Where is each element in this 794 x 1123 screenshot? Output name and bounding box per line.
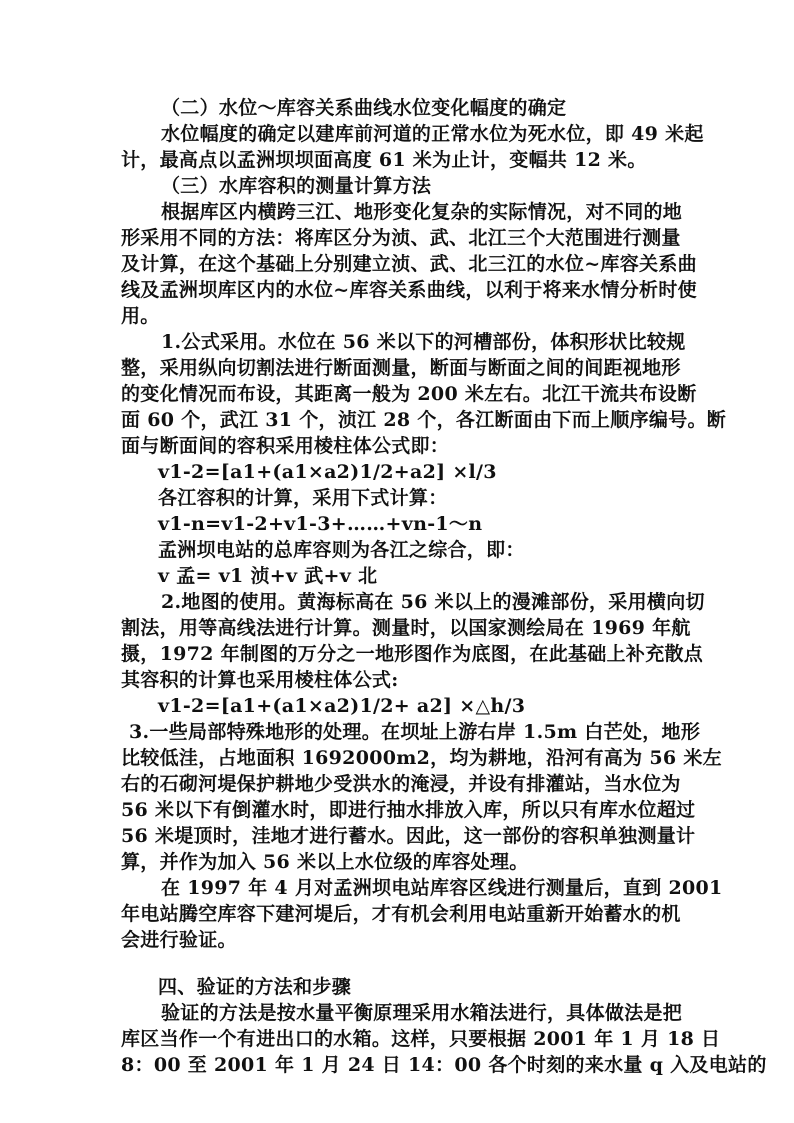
paragraph-line: 形采用不同的方法：将库区分为浈、武、北江三个大范围进行测量: [121, 227, 681, 249]
paragraph-line: 3.一些局部特殊地形的处理。在坝址上游右岸 1.5m 白芒处，地形: [129, 721, 701, 743]
paragraph-line: 用。: [121, 305, 160, 327]
paragraph-line: 线及孟洲坝库区内的水位~库容关系曲线，以利于将来水情分析时使: [121, 279, 697, 301]
paragraph-line: 整，采用纵向切割法进行断面测量，断面与断面之间的间距视地形: [121, 357, 681, 379]
heading-water-level-range: （二）水位～库容关系曲线水位变化幅度的确定: [161, 97, 567, 119]
paragraph-line: 计，最高点以孟洲坝坝面高度 61 米为止计，变幅共 12 米。: [121, 149, 647, 171]
paragraph-line: 会进行验证。: [121, 929, 237, 951]
paragraph-line: 其容积的计算也采用棱柱体公式:: [121, 669, 399, 691]
paragraph-line: 水位幅度的确定以建库前河道的正常水位为死水位，即 49 米起: [161, 123, 704, 145]
heading-volume-method: （三）水库容积的测量计算方法: [161, 175, 432, 197]
paragraph-line: 库区当作一个有进出口的水箱。这样，只要根据 2001 年 1 月 18 日: [121, 1028, 721, 1050]
paragraph-line: 56 米堤顶时，洼地才进行蓄水。因此，这一部份的容积单独测量计: [121, 825, 696, 847]
paragraph-line: 及计算，在这个基础上分别建立浈、武、北三江的水位~库容关系曲: [121, 253, 697, 275]
paragraph-line: 1.公式采用。水位在 56 米以下的河槽部份，体积形状比较规: [161, 331, 686, 353]
paragraph-line: 56 米以下有倒灌水时，即进行抽水排放入库，所以只有库水位超过: [121, 799, 696, 821]
paragraph-line: 的变化情况而布设，其距离一般为 200 米左右。北江干流共布设断: [121, 383, 697, 405]
paragraph-line: 割法，用等高线法进行计算。测量时，以国家测绘局在 1969 年航: [121, 617, 691, 639]
paragraph-line: 面与断面间的容积采用棱柱体公式即：: [121, 435, 450, 457]
paragraph-line: 验证的方法是按水量平衡原理采用水箱法进行，具体做法是把: [161, 1002, 683, 1024]
formula-total-volume: v1-n=v1-2+v1-3+……+vn-1～n: [158, 513, 483, 535]
paragraph-line: 面 60 个，武江 31 个，浈江 28 个，各江断面由下而上顺序编号。断: [121, 409, 727, 431]
paragraph-line: 年电站腾空库容下建河堤后，才有机会利用电站重新开始蓄水的机: [121, 903, 681, 925]
paragraph-line: 右的石砌河堤保护耕地少受洪水的淹浸，并设有排灌站，当水位为: [121, 773, 681, 795]
formula-mengzhou-capacity: v 孟= v1 浈+v 武+v 北: [158, 565, 378, 587]
paragraph-line: 2.地图的使用。黄海标高在 56 米以上的漫滩部份，采用横向切: [161, 591, 705, 613]
heading-verification: 四、验证的方法和步骤: [158, 976, 352, 998]
formula-prism-volume-contour: v1-2=[a1+(a1×a2)1/2+ a2] ×△h/3: [158, 695, 526, 717]
paragraph-line: 算，并作为加入 56 米以上水位级的库容处理。: [121, 851, 529, 873]
formula-prism-volume: v1-2=[a1+(a1×a2)1/2+a2] ×l/3: [158, 461, 497, 483]
paragraph-line: 在 1997 年 4 月对孟洲坝电站库容区线进行测量后，直到 2001: [161, 877, 723, 899]
paragraph-line: 比较低洼，占地面积 1692000m2，均为耕地，沿河有高为 56 米左: [121, 747, 722, 769]
paragraph-line: 各江容积的计算，采用下式计算：: [158, 487, 448, 509]
paragraph-line: 孟洲坝电站的总库容则为各江之综合，即：: [158, 539, 525, 561]
paragraph-line: 摄，1972 年制图的万分之一地形图作为底图，在此基础上补充散点: [121, 643, 704, 665]
paragraph-line: 根据库区内横跨三江、地形变化复杂的实际情况，对不同的地: [161, 201, 683, 223]
paragraph-line: 8：00 至 2001 年 1 月 24 日 14：00 各个时刻的来水量 q 入及电站的: [121, 1054, 767, 1076]
